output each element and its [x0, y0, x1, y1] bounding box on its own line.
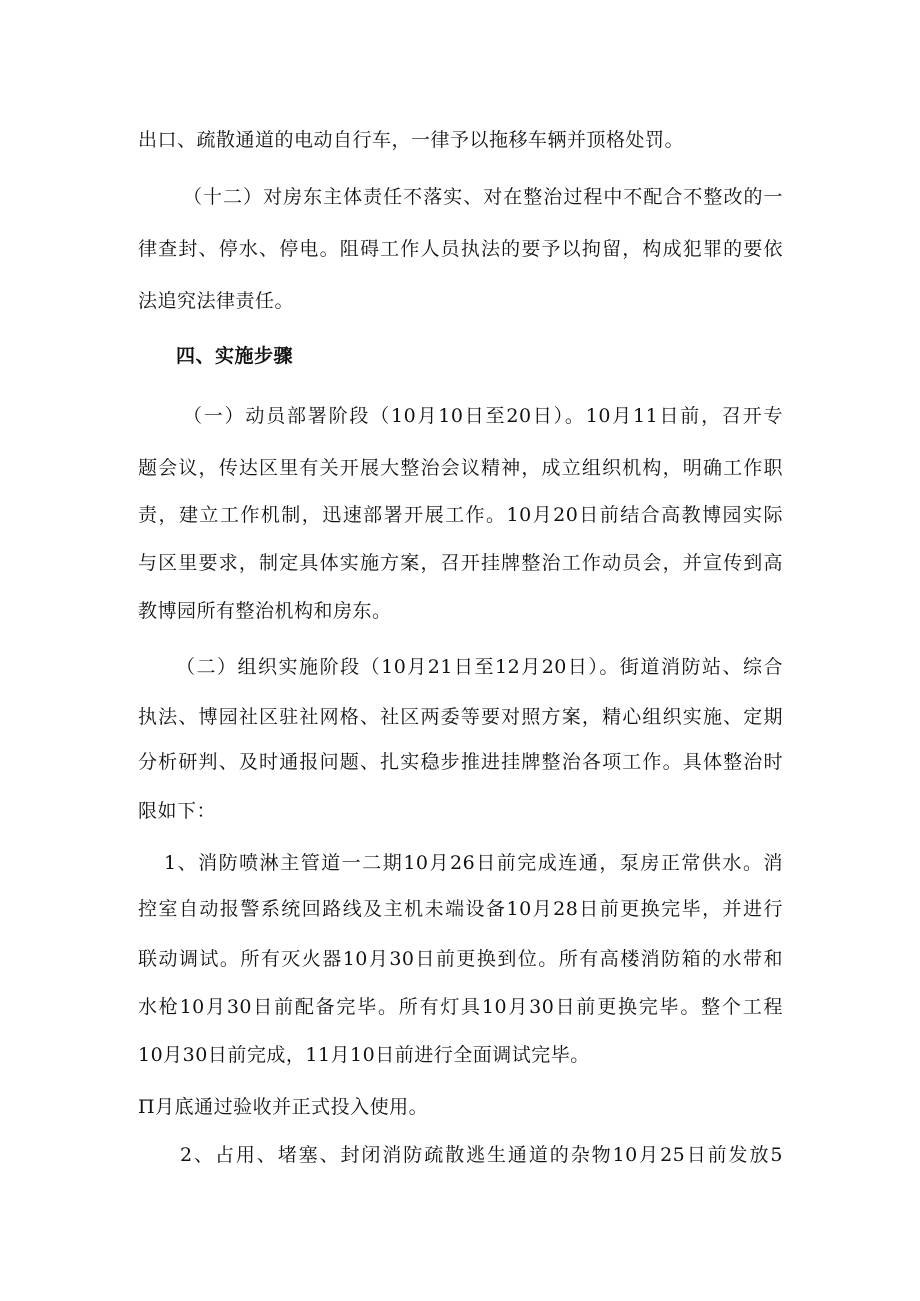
paragraph-line: 水枪10月30日前配备完毕。所有灯具10月30日前更换完毕。整个工程	[138, 996, 783, 1018]
paragraph-line: （二）组织实施阶段（10月21日至12月20日）。街道消防站、综合	[176, 656, 783, 678]
paragraph-line: （十二）对房东主体责任不落实、对在整治过程中不配合不整改的一	[183, 186, 783, 208]
paragraph-line: Π月底通过验收并正式投入使用。	[138, 1096, 429, 1118]
paragraph-line: 题会议，传达区里有关开展大整治会议精神，成立组织机构，明确工作职	[138, 457, 783, 479]
section-heading: 四、实施步骤	[176, 345, 294, 367]
paragraph-line: 出口、疏散通道的电动自行车，一律予以拖移车辆并顶格处罚。	[138, 129, 685, 151]
paragraph-line: （一）动员部署阶段（10月10日至20日）。10月11日前，召开专	[183, 405, 783, 427]
paragraph-line: 律查封、停水、停电。阻碍工作人员执法的要予以拘留，构成犯罪的要依	[138, 238, 783, 260]
paragraph-line: 1、消防喷淋主管道一二期10月26日前完成连通，泵房正常供水。消	[164, 852, 783, 874]
paragraph-line: 法追究法律责任。	[138, 290, 295, 312]
paragraph-line: 限如下：	[138, 800, 217, 822]
paragraph-line: 分析研判、及时通报问题、扎实稳步推进挂牌整治各项工作。具体整治时	[138, 751, 783, 773]
paragraph-line: 执法、博园社区驻社网格、社区两委等要对照方案，精心组织实施、定期	[138, 706, 783, 728]
paragraph-line: 2、占用、堵塞、封闭消防疏散逃生通道的杂物10月25日前发放5	[180, 1144, 783, 1166]
paragraph-line: 责，建立工作机制，迅速部署开展工作。10月20日前结合高教博园实际	[138, 504, 783, 526]
paragraph-line: 联动调试。所有灭火器10月30日前更换到位。所有高楼消防箱的水带和	[138, 948, 783, 970]
paragraph-line: 教博园所有整治机构和房东。	[138, 600, 392, 622]
paragraph-line: 控室自动报警系统回路线及主机未端设备10月28日前更换完毕，并进行	[138, 898, 783, 920]
paragraph-line: 10月30日前完成，11月10日前进行全面调试完毕。	[138, 1044, 590, 1066]
paragraph-line: 与区里要求，制定具体实施方案，召开挂牌整治工作动员会，并宣传到高	[138, 552, 783, 574]
